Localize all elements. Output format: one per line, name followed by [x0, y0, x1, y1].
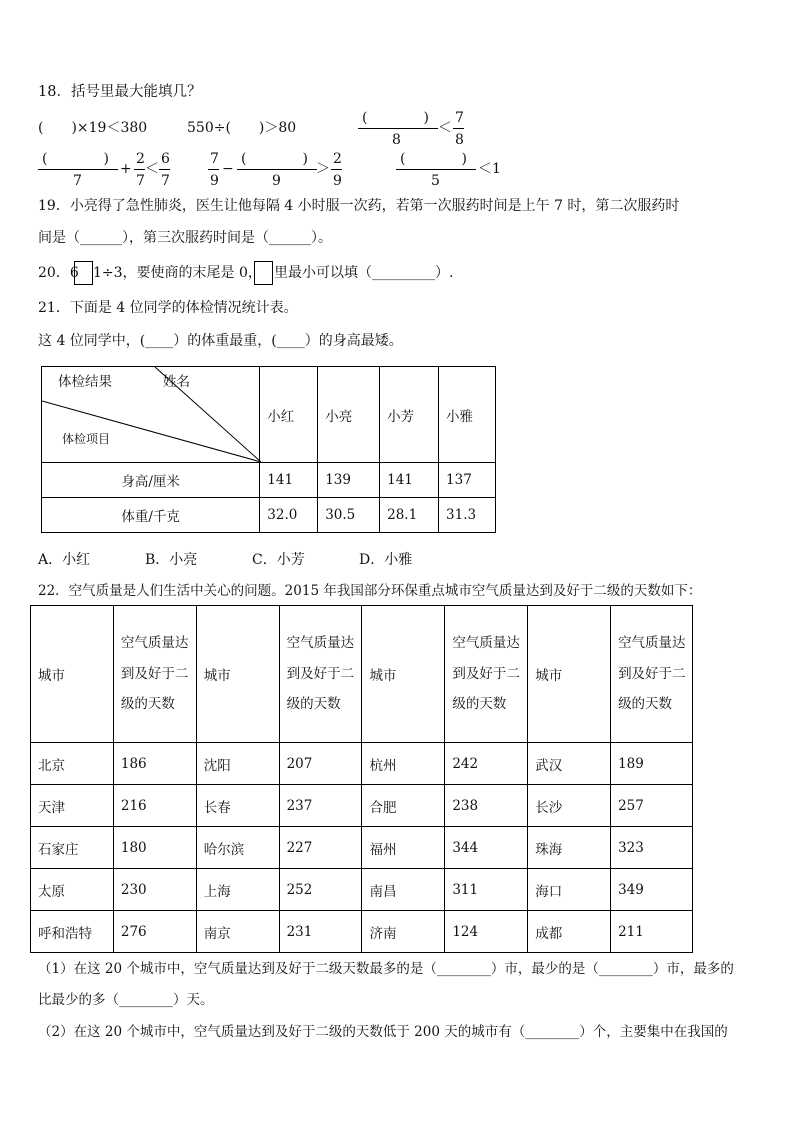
- fraction-denominator: 9: [333, 173, 342, 189]
- fraction-numerator: 2: [333, 151, 342, 167]
- digit-box-1: [74, 261, 93, 285]
- fraction-numerator-blank: ( ): [362, 110, 429, 126]
- table-cell: 137: [439, 463, 496, 498]
- days-cell: 124: [445, 911, 528, 953]
- city-cell: 合肥: [362, 785, 445, 827]
- column-header-days: 空气质量达到及好于二级的天数: [445, 606, 528, 743]
- student-name: 小雅: [439, 367, 496, 463]
- city-cell: 石家庄: [31, 827, 114, 869]
- header-bottom-left: 体检项目: [62, 432, 111, 446]
- fraction-denominator: 7: [73, 173, 82, 189]
- q22-sub1-line1: （1）在这 20 个城市中，空气质量达到及好于二级天数最多的是（________）市，最少的是（________）市，最多的: [38, 961, 734, 977]
- option-b[interactable]: B．小亮: [145, 552, 198, 568]
- q22-sub1-line2: 比最少的多（________）天。: [38, 992, 214, 1008]
- column-header-city: 城市: [31, 606, 114, 743]
- days-cell: 323: [611, 827, 693, 869]
- q21-title: 21．下面是 4 位同学的体检情况统计表。: [38, 300, 298, 316]
- days-cell: 186: [113, 743, 196, 785]
- fraction-denominator: 8: [392, 132, 401, 148]
- column-header-city: 城市: [196, 606, 279, 743]
- plus-sign: +: [120, 161, 132, 177]
- city-cell: 沈阳: [196, 743, 279, 785]
- fraction-bar: [453, 128, 464, 129]
- q20-part2: 1÷3，要使商的末尾是 0，: [93, 265, 262, 281]
- fraction-denominator: 5: [431, 173, 440, 189]
- city-cell: 上海: [196, 869, 279, 911]
- days-cell: 227: [279, 827, 362, 869]
- fraction-bar: [237, 169, 317, 170]
- city-cell: 武汉: [528, 743, 611, 785]
- table-cell: 31.3: [439, 498, 496, 533]
- city-cell: 海口: [528, 869, 611, 911]
- column-header-city: 城市: [362, 606, 445, 743]
- q18-title: 18．括号里最大能填几？: [38, 84, 202, 100]
- less-than-one: ＜1: [478, 161, 501, 177]
- table-cell: 30.5: [318, 498, 380, 533]
- days-cell: 311: [445, 869, 528, 911]
- option-a[interactable]: A．小红: [38, 552, 91, 568]
- column-header-days: 空气质量达到及好于二级的天数: [113, 606, 196, 743]
- fraction-numerator: 7: [455, 110, 464, 126]
- days-cell: 237: [279, 785, 362, 827]
- header-top-right: 姓名: [163, 374, 190, 390]
- city-cell: 呼和浩特: [31, 911, 114, 953]
- less-than-sign: ＜: [438, 120, 452, 136]
- fraction-bar: [159, 169, 170, 170]
- fraction-bar: [208, 169, 219, 170]
- fraction-denominator: 7: [136, 173, 145, 189]
- column-header-city: 城市: [528, 606, 611, 743]
- days-cell: 252: [279, 869, 362, 911]
- q19-line2: 间是（______），第三次服药时间是（______）。: [38, 230, 332, 246]
- days-cell: 216: [113, 785, 196, 827]
- days-cell: 242: [445, 743, 528, 785]
- city-cell: 长沙: [528, 785, 611, 827]
- city-cell: 济南: [362, 911, 445, 953]
- city-cell: 长春: [196, 785, 279, 827]
- option-d[interactable]: D．小雅: [359, 552, 413, 568]
- q20-part1: 20．6: [38, 265, 79, 281]
- table-cell: 141: [380, 463, 439, 498]
- row-label: 身高/厘米: [42, 463, 260, 498]
- student-name: 小红: [260, 367, 318, 463]
- days-cell: 349: [611, 869, 693, 911]
- city-cell: 成都: [528, 911, 611, 953]
- table-row: [31, 827, 693, 869]
- table-cell: 139: [318, 463, 380, 498]
- days-cell: 211: [611, 911, 693, 953]
- minus-sign: −: [222, 161, 234, 177]
- fraction-bar: [38, 169, 118, 170]
- city-cell: 北京: [31, 743, 114, 785]
- q22-title: 22．空气质量是人们生活中关心的问题。2015 年我国部分环保重点城市空气质量达到及好于二级的天数如下：: [38, 583, 702, 599]
- city-cell: 太原: [31, 869, 114, 911]
- q18-row1-expr-a: ( )×19＜380: [38, 120, 148, 136]
- city-cell: 哈尔滨: [196, 827, 279, 869]
- table-row: [31, 869, 693, 911]
- city-cell: 南京: [196, 911, 279, 953]
- table-row: [42, 463, 496, 498]
- column-header-days: 空气质量达到及好于二级的天数: [279, 606, 362, 743]
- fraction-numerator-blank: ( ): [241, 151, 308, 167]
- days-cell: 238: [445, 785, 528, 827]
- q21-question: 这 4 位同学中，(____）的体重最重，(____）的身高最矮。: [38, 333, 403, 349]
- table-cell: 141: [260, 463, 318, 498]
- fraction-denominator: 9: [210, 173, 219, 189]
- fraction-denominator: 8: [455, 132, 464, 148]
- table-header-row: [42, 367, 496, 463]
- days-cell: 189: [611, 743, 693, 785]
- days-cell: 231: [279, 911, 362, 953]
- city-cell: 南昌: [362, 869, 445, 911]
- days-cell: 344: [445, 827, 528, 869]
- city-cell: 福州: [362, 827, 445, 869]
- days-cell: 207: [279, 743, 362, 785]
- health-check-table: [41, 366, 496, 533]
- digit-box-2: [254, 261, 273, 285]
- days-cell: 230: [113, 869, 196, 911]
- fraction-bar: [134, 169, 145, 170]
- table-row: [31, 785, 693, 827]
- fraction-denominator: 7: [161, 173, 170, 189]
- fraction-numerator-blank: ( ): [400, 151, 467, 167]
- table-cell: 32.0: [260, 498, 318, 533]
- header-top-left: 体检结果: [58, 374, 112, 390]
- fraction-numerator-blank: ( ): [42, 151, 109, 167]
- fraction-denominator: 9: [272, 173, 281, 189]
- table-row: [42, 498, 496, 533]
- less-than-sign: ＜: [145, 161, 159, 177]
- column-header-days: 空气质量达到及好于二级的天数: [611, 606, 693, 743]
- fraction-bar: [358, 128, 438, 129]
- air-quality-table: [30, 605, 693, 953]
- student-name: 小亮: [318, 367, 380, 463]
- table-header-row: [31, 606, 693, 743]
- fraction-numerator: 2: [136, 151, 145, 167]
- city-cell: 杭州: [362, 743, 445, 785]
- fraction-numerator: 6: [161, 151, 170, 167]
- q20-part3: 里最小可以填（_________）.: [274, 265, 454, 281]
- diagonal-header-cell: [42, 367, 260, 463]
- days-cell: 276: [113, 911, 196, 953]
- table-cell: 28.1: [380, 498, 439, 533]
- fraction-numerator: 7: [210, 151, 219, 167]
- row-label: 体重/千克: [42, 498, 260, 533]
- q18-row1-expr-b: 550÷( )＞80: [187, 120, 297, 136]
- city-cell: 天津: [31, 785, 114, 827]
- greater-than-sign: ＞: [316, 161, 330, 177]
- q19-line1: 19．小亮得了急性肺炎，医生让他每隔 4 小时服一次药，若第一次服药时间是上午 7 时，第二次服药时: [38, 198, 680, 214]
- q22-sub2: （2）在这 20 个城市中，空气质量达到及好于二级的天数低于 200 天的城市有（________）个，主要集中在我国的: [38, 1024, 728, 1040]
- fraction-bar: [396, 169, 476, 170]
- days-cell: 180: [113, 827, 196, 869]
- days-cell: 257: [611, 785, 693, 827]
- city-cell: 珠海: [528, 827, 611, 869]
- table-row: [31, 911, 693, 953]
- fraction-bar: [331, 169, 342, 170]
- table-row: [31, 743, 693, 785]
- student-name: 小芳: [380, 367, 439, 463]
- option-c[interactable]: C．小芳: [252, 552, 305, 568]
